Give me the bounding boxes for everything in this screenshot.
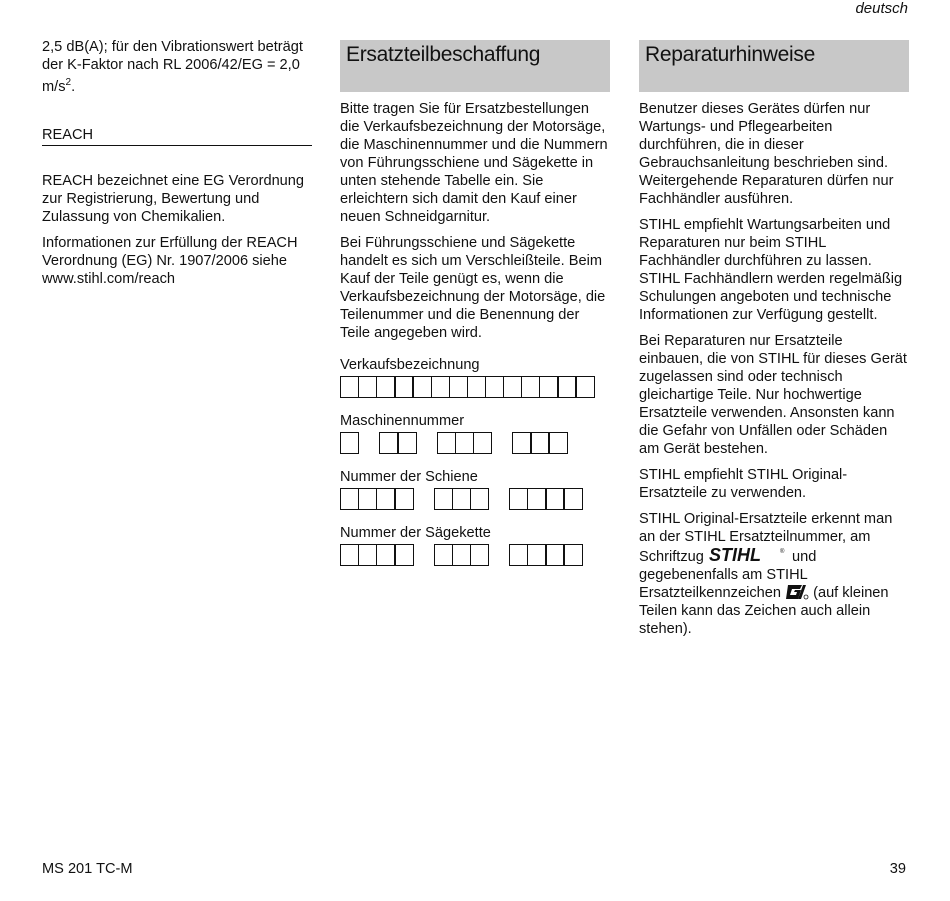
svg-text:STIHL: STIHL — [708, 546, 761, 564]
bar-number-boxes[interactable] — [340, 488, 610, 510]
machine-number-boxes[interactable] — [340, 432, 610, 454]
sales-designation-boxes[interactable] — [340, 376, 610, 398]
language-label: deutsch — [855, 0, 908, 17]
reparatur-paragraph-4: STIHL empfiehlt STIHL Original-Ersatzteile zu verwenden. — [639, 467, 848, 501]
reparatur-paragraph-2: STIHL empfiehlt Wartungsarbeiten und Reparaturen nur beim STIHL Fachhändler durchführen zu lassen. STIHL Fachhändlern werden regelmäßig Schulungen angeboten und technische Informationen zur Verfügung gestellt. — [639, 217, 903, 323]
reach-paragraph-1: REACH bezeichnet eine EG Verordnung zur Registrierung, Bewertung und Zulassung von Chemikalien. — [42, 172, 305, 225]
column-left — [42, 38, 312, 296]
machine-number-label: Maschinennummer — [340, 413, 465, 429]
reparatur-paragraph-5: STIHL Original-Ersatzteile erkennt man an der STIHL Ersatzteilnummer, am Schriftzug STIHL ® und gegebenenfalls am STIHL Ersatzteilkennzeichen (auf kleinen Teilen kann das Zeichen auch allein stehen). — [639, 511, 893, 637]
footer-model: MS 201 TC-M — [42, 861, 133, 877]
section-heading-ersatzteile: Ersatzteilbeschaffung — [340, 40, 610, 92]
svg-text:®: ® — [779, 549, 785, 555]
sales-designation-label: Verkaufsbezeichnung — [340, 357, 480, 373]
page-number: 39 — [889, 861, 906, 877]
chain-number-boxes[interactable] — [340, 544, 610, 566]
reparatur-paragraph-1: Benutzer dieses Gerätes dürfen nur Wartungs- und Pflegearbeiten durchführen, die in dieser Gebrauchsanleitung beschrieben sind. Weitergehende Reparaturen dürfen nur Fachhändler ausführen. — [639, 101, 894, 207]
section-heading-reparatur: Reparaturhinweise — [639, 40, 909, 92]
vibration-paragraph: 2,5 dB(A); für den Vibrationswert beträgt der K-Faktor nach RL 2006/42/EG = 2,0 $m/s^2$. — [42, 39, 303, 95]
reach-paragraph-2: Informationen zur Erfüllung der REACH Verordnung (EG) Nr. 1907/2006 siehe www.stihl.com/reach — [42, 234, 298, 287]
reach-heading: REACH — [42, 126, 312, 146]
reparatur-paragraph-3: Bei Reparaturen nur Ersatzteile einbauen, die von STIHL für dieses Gerät zugelassen sind oder technisch gleichartige Teile. Nur hochwertige Ersatzteile verwenden. Ansonsten kann die Gefahr von Unfällen oder Schäden am Gerät bestehen. — [639, 333, 907, 457]
chain-number-label: Nummer der Sägekette — [340, 525, 491, 541]
original-part-mark-icon — [785, 584, 809, 600]
ersatzteile-paragraph-2: Bei Führungsschiene und Sägekette handelt es sich um Verschleißteile. Beim Kauf der Teile genügt es, wenn die Verkaufsbezeichnung der Motorsäge, die Teilenummer und die Benennung der Teile angegeben wird. — [340, 235, 606, 341]
ersatzteile-paragraph-1: Bitte tragen Sie für Ersatzbestellungen die Verkaufsbezeichnung der Motorsäge, die Maschinennummer und die Nummern von Führungsschiene und Sägekette in unten stehende Tabelle ein. Sie erleichtern sich damit den Kauf einer neuen Schneidgarnitur. — [340, 101, 608, 225]
column-middle — [340, 38, 610, 566]
bar-number-label: Nummer der Schiene — [340, 469, 478, 485]
column-right — [639, 38, 909, 646]
stihl-logo-icon — [708, 546, 788, 564]
